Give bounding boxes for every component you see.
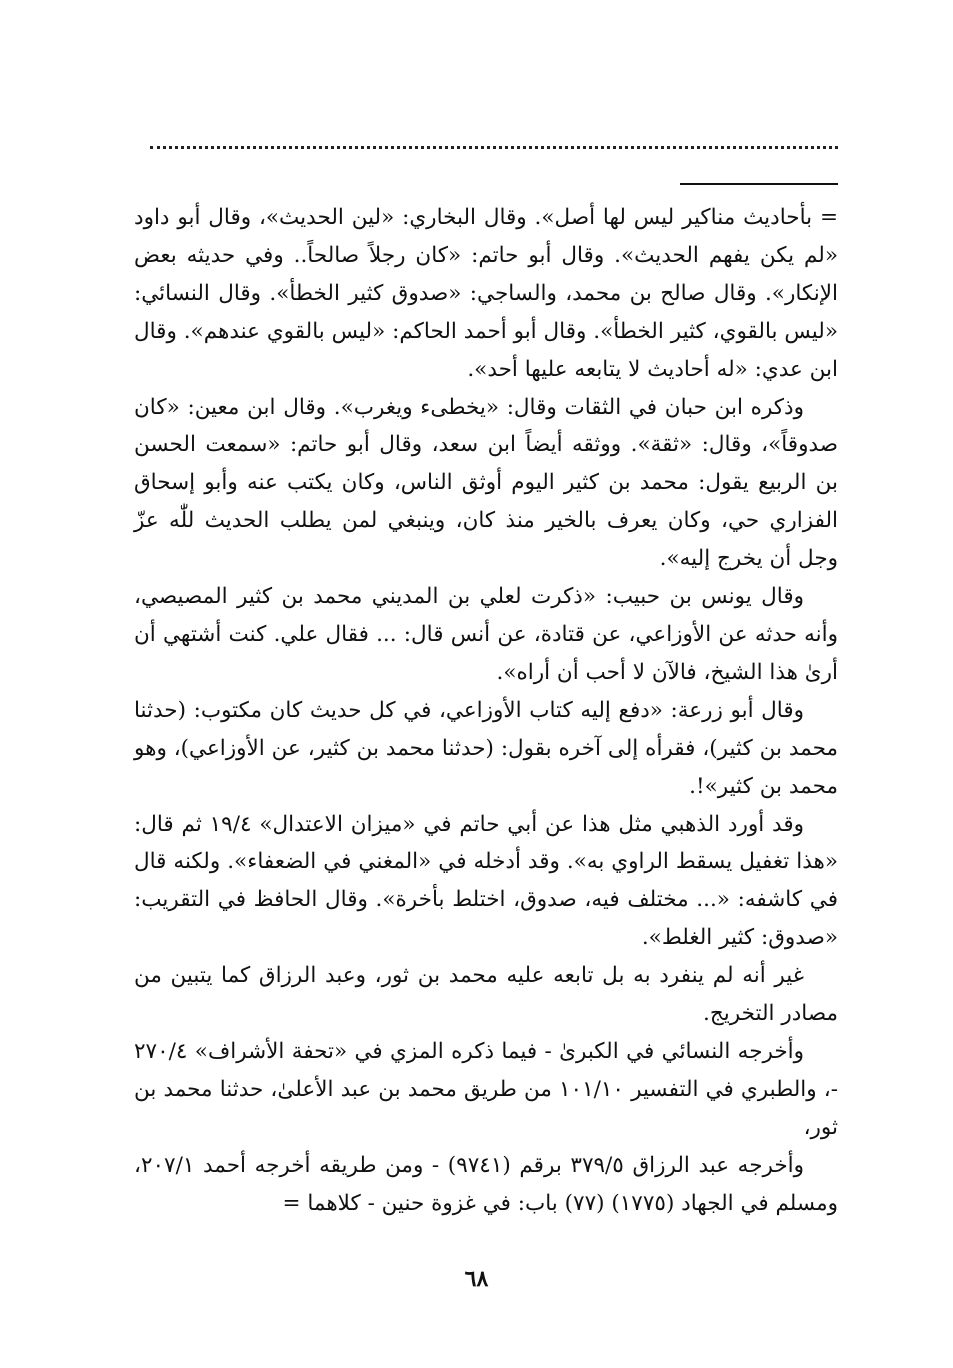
header-dotted-rule <box>150 146 838 149</box>
paragraph: = بأحاديث مناكير ليس لها أصل». وقال البخاري: «لين الحديث»، وقال أبو داود «لم يكن يفهم الحديث». وقال أبو حاتم: «كان رجلاً صالحاً.. وفي حديثه بعض الإنكار». وقال صالح بن محمد، والساجي: «صدوق كثير الخطأ». وقال النسائي: «ليس بالقوي، كثير الخطأ». وقال أبو أحمد الحاكم: «ليس بالقوي عندهم». وقال ابن عدي: «له أحاديث لا يتابعه عليها أحد». <box>134 205 838 382</box>
paragraph: وقد أورد الذهبي مثل هذا عن أبي حاتم في «ميزان الاعتدال» ١٩/٤ ثم قال: «هذا تغفيل يسقط الراوي به». وقد أدخله في «المغني في الضعفاء». ولكنه قال في كاشفه: «... مختلف فيه، صدوق، اختلط بأخرة». وقال الحافظ في التقريب: «صدوق: كثير الغلط». <box>134 811 838 951</box>
paragraph: وقال يونس بن حبيب: «ذكرت لعلي بن المديني محمد بن كثير المصيصي، وأنه حدثه عن الأوزاعي، عن قتادة، عن أنس قال: ... فقال علي. كنت أشتهي أن أرىٰ هذا الشيخ، فالآن لا أحب أن أراه». <box>134 584 838 685</box>
paragraph: وقال أبو زرعة: «دفع إليه كتاب الأوزاعي، في كل حديث كان مكتوب: (حدثنا محمد بن كثير)، فقرأه إلى آخره بقول: (حدثنا محمد بن كثير، عن الأوزاعي)، وهو محمد بن كثير»!. <box>134 697 838 799</box>
paragraph: وأخرجه عبد الرزاق ٣٧٩/٥ برقم (٩٧٤١) - ومن طريقه أخرجه أحمد ٢٠٧/١، ومسلم في الجهاد (١٧٧٥) (٧٧) باب: في غزوة حنين - كلاهما = <box>134 1152 838 1216</box>
page-number: ٦٨ <box>464 1266 489 1292</box>
footnote-text <box>134 199 838 1222</box>
footnote-separator-rule <box>680 183 838 185</box>
paragraph: غير أنه لم ينفرد به بل تابعه عليه محمد بن ثور، وعبد الرزاق كما يتبين من مصادر التخريج. <box>134 963 838 1027</box>
paragraph: وذكره ابن حبان في الثقات وقال: «يخطىء ويغرب». وقال ابن معين: «كان صدوقاً»، وقال: «ثقة». ووثقه أيضاً ابن سعد، وقال أبو حاتم: «سمعت الحسن بن الربيع يقول: محمد بن كثير اليوم أوثق الناس، وكان يكتب عنه وأبو إسحاق الفزاري حي، وكان يعرف بالخير منذ كان، وينبغي لمن يطلب الحديث للّٰه عزّ وجل أن يخرج إليه». <box>134 394 838 572</box>
paragraph: وأخرجه النسائي في الكبرىٰ - فيما ذكره المزي في «تحفة الأشراف» ٢٧٠/٤ -، والطبري في التفسير ١٠١/١٠ من طريق محمد بن عبد الأعلىٰ، حدثنا محمد بن ثور، <box>134 1038 838 1140</box>
